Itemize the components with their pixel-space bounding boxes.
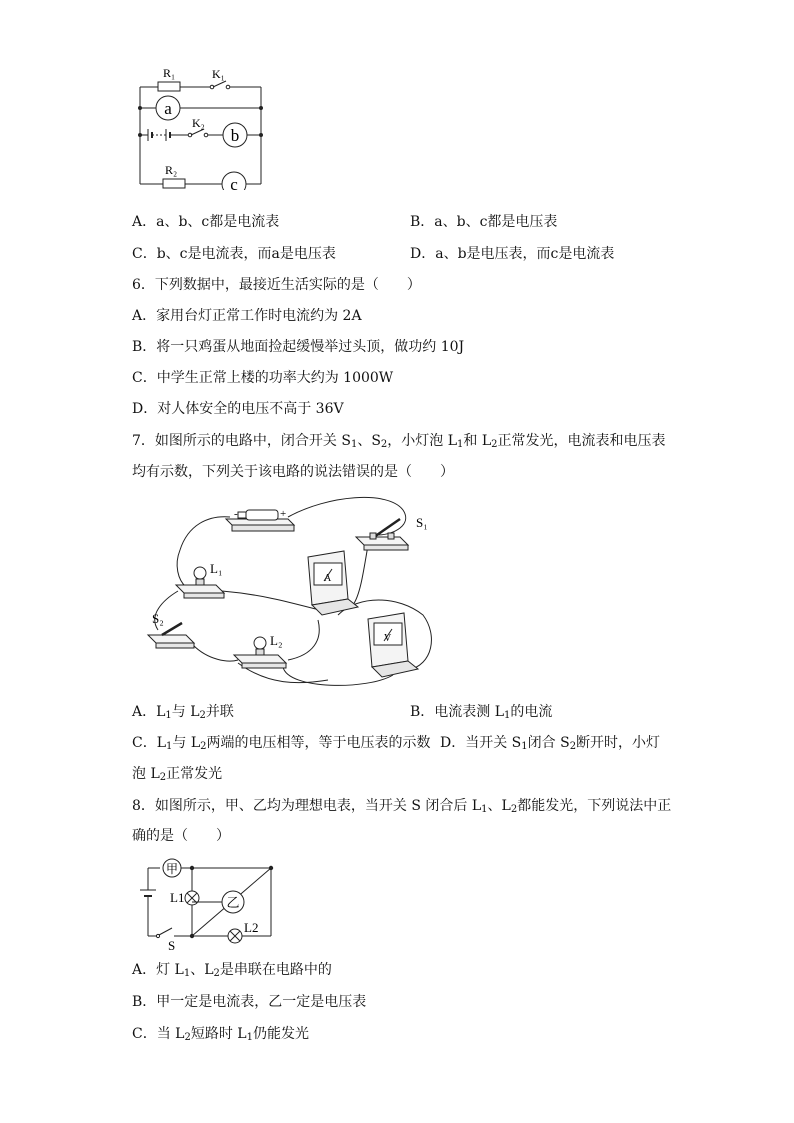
- switch-s2-icon: [148, 623, 194, 648]
- label-meter-c: c: [230, 175, 238, 190]
- q7-option-c: C．$L_1$与 $L_2$两端的电压相等，等于电压表的示数: [132, 735, 431, 752]
- q7-option-a: A．$L_1$与 $L_2$并联: [132, 704, 234, 721]
- q8-option-c: C．当 $L_2$短路时 $L_1$仍能发光: [132, 1026, 309, 1043]
- label-meter-b: b: [230, 126, 240, 145]
- q5-option-b: B．a、b、c都是电压表: [410, 214, 558, 230]
- q8-option-a: A．灯 $L_1$、$L_2$是串联在电路中的: [132, 962, 332, 979]
- q6-option-c: C．中学生正常上楼的功率大约为 1000W: [132, 370, 394, 386]
- q6-option-b: B．将一只鸡蛋从地面捡起缓慢举过头顶，做功约 10J: [132, 339, 465, 355]
- svg-text:S₁: S₁: [416, 515, 428, 530]
- label-r2: R₂: [165, 163, 178, 177]
- resistor-r1: [158, 82, 180, 91]
- q7-option-d-line1: D．当开关 $S_1$闭合 $S_2$断开时，小灯: [440, 735, 661, 752]
- svg-text:L2: L2: [244, 920, 259, 935]
- voltmeter-icon: [368, 613, 418, 677]
- q8-option-b: B．甲一定是电流表，乙一定是电压表: [132, 994, 367, 1010]
- q7-stem-line1: 7．如图所示的电路中，闭合开关 $S_1$、$S_2$，小灯泡 $L_1$和 $L_2$正常发光，电流表和电压表: [132, 433, 666, 450]
- svg-text:S: S: [168, 938, 176, 953]
- circuit-figure-q7: [138, 495, 438, 695]
- q5-option-d: D．a、b是电压表，而c是电流表: [410, 246, 615, 262]
- label-meter-a: a: [164, 99, 172, 118]
- q7-option-b: B．电流表测 $L_1$的电流: [410, 704, 553, 721]
- svg-text:+: +: [280, 508, 287, 520]
- svg-text:L₂: L₂: [270, 633, 283, 648]
- svg-text:V: V: [384, 633, 392, 644]
- circuit-figure-q5: [130, 60, 280, 190]
- svg-text:L1: L1: [170, 890, 185, 905]
- svg-text:-: -: [234, 508, 238, 520]
- circuit-figure-q8: [130, 852, 290, 954]
- q7-stem-line2: 均有示数，下列关于该电路的说法错误的是（ ）: [132, 464, 454, 480]
- svg-text:甲: 甲: [165, 862, 179, 876]
- ammeter-icon: [308, 551, 358, 615]
- q6-option-a: A．家用台灯正常工作时电流约为 2A: [132, 308, 362, 324]
- label-k2: K₂: [192, 116, 205, 130]
- q8-stem-line2: 确的是（ ）: [132, 828, 230, 844]
- label-r1: R₁: [163, 66, 176, 80]
- q7-option-d-line2: 泡 $L_2$正常发光: [132, 766, 223, 783]
- q6-option-d: D．对人体安全的电压不高于 36V: [132, 401, 344, 417]
- label-k1: K₁: [212, 67, 225, 81]
- svg-text:L₁: L₁: [210, 561, 223, 576]
- resistor-r2: [163, 179, 185, 188]
- q5-option-c: C．b、c是电流表，而a是电压表: [132, 246, 336, 262]
- svg-text:A: A: [324, 573, 332, 584]
- q8-stem-line1: 8．如图所示，甲、乙均为理想电表，当开关 S 闭合后 $L_1$、$L_2$都能发光，下列说法中正: [132, 798, 672, 815]
- svg-text:乙: 乙: [226, 895, 240, 910]
- q6-stem: 6．下列数据中，最接近生活实际的是（ ）: [132, 277, 421, 293]
- svg-text:S₂: S₂: [152, 611, 164, 626]
- q5-option-a: A．a、b、c都是电流表: [132, 214, 280, 230]
